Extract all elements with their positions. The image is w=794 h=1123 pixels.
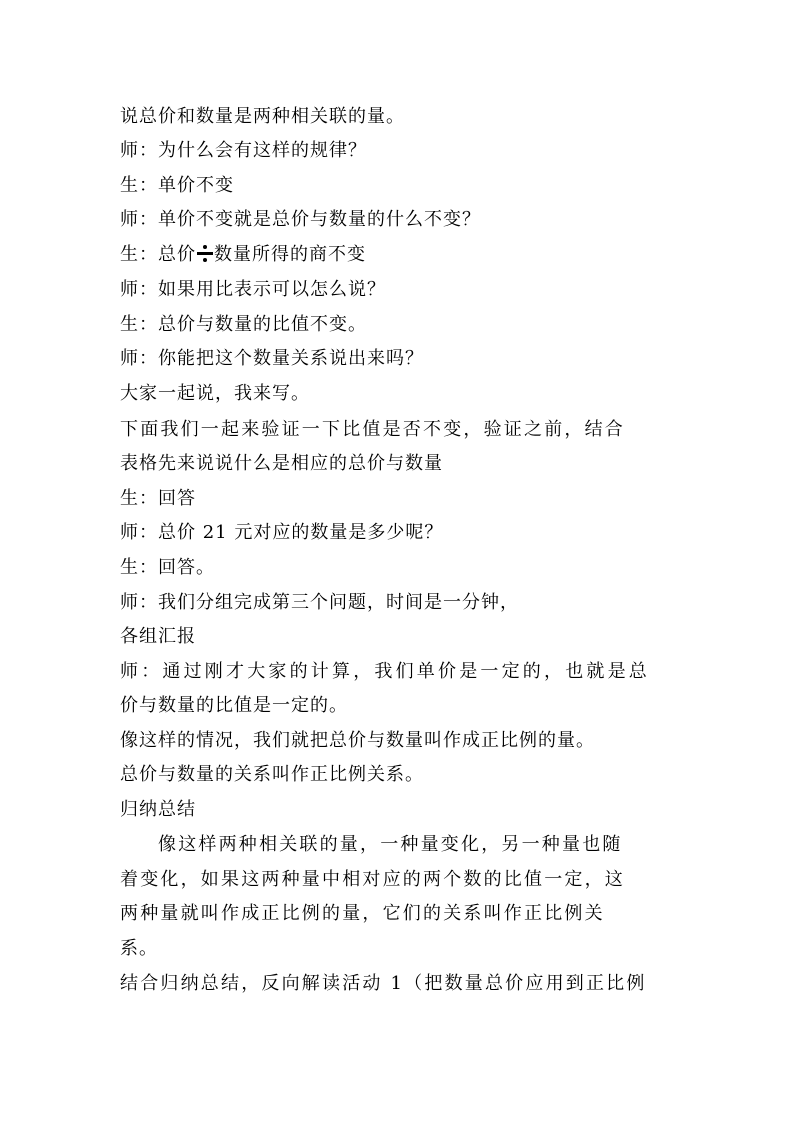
text-line: 像这样两种相关联的量，一种量变化，另一种量也随 [158, 834, 623, 855]
text-line: 师：我们分组完成第三个问题，时间是一分钟， [120, 592, 519, 613]
text-line: 师：总价 21 元对应的数量是多少呢？ [120, 522, 444, 543]
text-line: 师：如果用比表示可以怎么说？ [120, 279, 386, 300]
text-line: 说总价和数量是两种相关联的量。 [120, 106, 405, 127]
text-line: 师：你能把这个数量关系说出来吗？ [120, 348, 424, 369]
text-segment: 数量所得的商不变 [214, 244, 366, 265]
text-line: 师：通过刚才大家的计算，我们单价是一定的，也就是总 [120, 661, 650, 682]
text-line: 结合归纳总结，反向解读活动 1（把数量总价应用到正比例 [120, 973, 647, 994]
text-line: 各组汇报 [120, 626, 196, 647]
text-line: 师：为什么会有这样的规律？ [120, 140, 367, 161]
text-line: 生：回答。 [120, 557, 215, 578]
text-segment: 生：总价 [120, 244, 196, 265]
text-line: 价与数量的比值是一定的。 [120, 695, 348, 716]
text-line: 大家一起说，我来写。 [120, 383, 310, 404]
text-line: 师：单价不变就是总价与数量的什么不变？ [120, 209, 481, 230]
text-line: 生：回答 [120, 488, 196, 509]
text-line: 表格先来说说什么是相应的总价与数量 [120, 453, 443, 474]
text-line: 下面我们一起来验证一下比值是否不变，验证之前，结合 [120, 419, 625, 440]
text-line: 总价与数量的关系叫作正比例关系。 [120, 764, 424, 785]
section-heading: 归纳总结 [120, 799, 196, 820]
text-line-division [120, 243, 676, 267]
text-line: 像这样的情况，我们就把总价与数量叫作成正比例的量。 [120, 730, 595, 751]
text-line: 生：总价与数量的比值不变。 [120, 314, 367, 335]
division-sign-icon [197, 243, 213, 263]
text-line: 生：单价不变 [120, 175, 234, 196]
text-line: 着变化，如果这两种量中相对应的两个数的比值一定，这 [120, 869, 625, 890]
text-line: 两种量就叫作成正比例的量，它们的关系叫作正比例关 [120, 903, 605, 924]
text-line: 系。 [120, 938, 158, 959]
